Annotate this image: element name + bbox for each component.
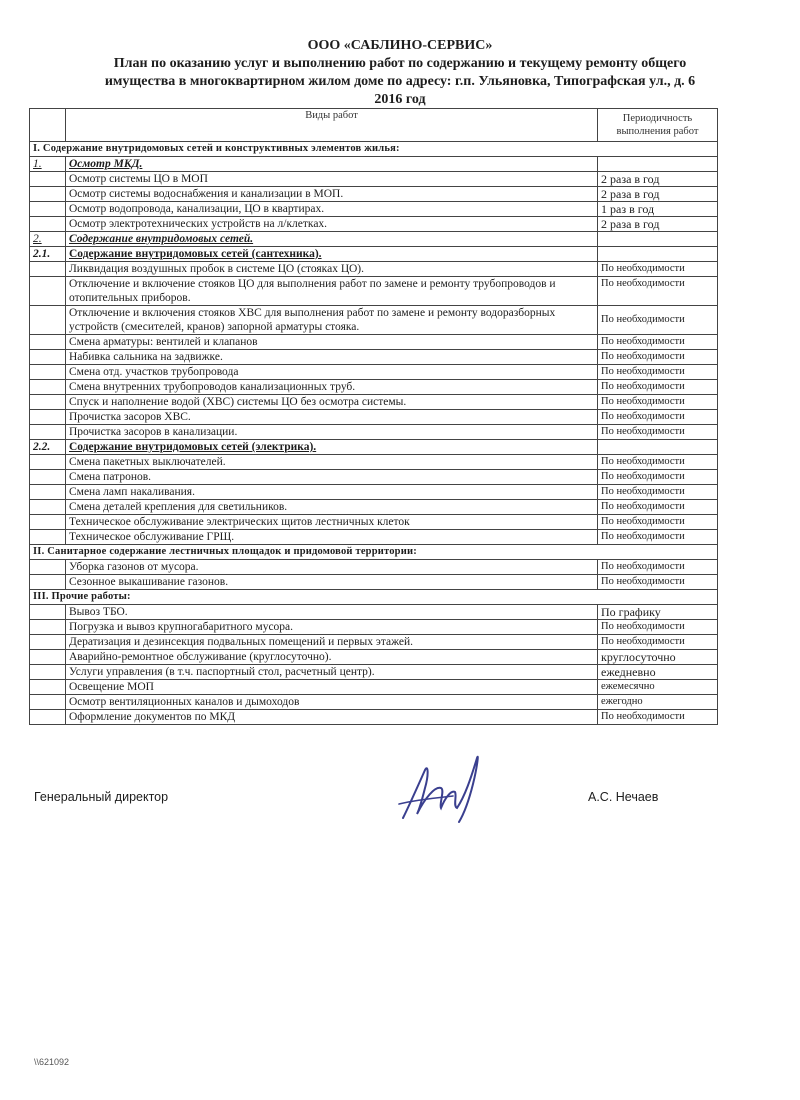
work-type-cell (66, 560, 598, 575)
row-number-cell (30, 515, 66, 530)
table-row (30, 277, 718, 306)
row-number-cell (30, 202, 66, 217)
work-type-cell (66, 515, 598, 530)
work-type-text: Смена деталей крепления для светильников. (69, 501, 288, 513)
work-type-cell (66, 247, 598, 262)
section-row (30, 142, 718, 157)
work-type-cell (66, 440, 598, 455)
header-num-cell (30, 109, 66, 142)
table-row (30, 187, 718, 202)
subsection-row (30, 157, 718, 172)
work-type-text: Осмотр МКД. (69, 158, 143, 170)
work-type-text: Аварийно-ремонтное обслуживание (круглосуточно). (69, 651, 332, 663)
work-type-cell (66, 410, 598, 425)
row-number-cell (30, 262, 66, 277)
work-type-text: Спуск и наполнение водой (ХВС) системы ЦО без осмотра системы. (69, 396, 407, 408)
work-type-text: Смена внутренних трубопроводов канализационных труб. (69, 381, 356, 393)
work-type-text: Техническое обслуживание ГРЩ. (69, 531, 235, 543)
work-type-text: Дератизация и дезинсекция подвальных помещений и первых этажей. (69, 636, 414, 648)
row-number-cell: 2. (30, 232, 66, 247)
work-type-text: Осмотр электротехнических устройств на л/клетках. (69, 218, 328, 230)
periodicity-cell: круглосуточно (598, 650, 718, 665)
table-row (30, 217, 718, 232)
periodicity-cell: По необходимости (598, 365, 718, 380)
table-row (30, 650, 718, 665)
table-row (30, 455, 718, 470)
row-number-cell (30, 277, 66, 306)
section-row (30, 590, 718, 605)
work-type-text: Осмотр системы ЦО в МОП (69, 173, 208, 185)
periodicity-cell: По необходимости (598, 710, 718, 725)
work-type-text: Набивка сальника на задвижке. (69, 351, 223, 363)
periodicity-cell: По необходимости (598, 350, 718, 365)
work-type-text: Прочистка засоров в канализации. (69, 426, 238, 438)
work-type-text: Осмотр системы водоснабжения и канализации в МОП. (69, 188, 344, 200)
table-row (30, 635, 718, 650)
subsection-row (30, 247, 718, 262)
works-plan-table (29, 108, 718, 725)
periodicity-cell: По необходимости (598, 425, 718, 440)
work-type-cell (66, 335, 598, 350)
work-type-text: Содержание внутридомовых сетей. (69, 233, 254, 245)
work-type-cell (66, 202, 598, 217)
signatory-position: Генеральный директор (34, 790, 169, 804)
table-row (30, 665, 718, 680)
row-number-cell (30, 650, 66, 665)
periodicity-cell: По необходимости (598, 395, 718, 410)
periodicity-cell: По необходимости (598, 560, 718, 575)
work-type-text: Смена отд. участков трубопровода (69, 366, 239, 378)
document-title-line-1: План по оказанию услуг и выполнению работ по содержанию и текущему ремонту общего (113, 56, 687, 71)
table-row (30, 560, 718, 575)
work-type-cell (66, 635, 598, 650)
work-type-text: Смена ламп накаливания. (69, 486, 195, 498)
table-row (30, 605, 718, 620)
work-type-cell (66, 380, 598, 395)
work-type-text: Погрузка и вывоз крупногабаритного мусора. (69, 621, 294, 633)
periodicity-cell: По необходимости (598, 500, 718, 515)
row-number-cell (30, 335, 66, 350)
row-number-cell: 2.1. (30, 247, 66, 262)
periodicity-cell: По необходимости (598, 455, 718, 470)
handwritten-signature (395, 748, 505, 828)
row-number-cell (30, 187, 66, 202)
periodicity-cell: ежедневно (598, 665, 718, 680)
signatory-name: А.С. Нечаев (588, 790, 659, 804)
table-row (30, 202, 718, 217)
work-type-cell (66, 172, 598, 187)
periodicity-cell: По необходимости (598, 635, 718, 650)
row-number-cell (30, 530, 66, 545)
work-type-cell (66, 485, 598, 500)
header-period-line-2: выполнения работ (616, 126, 699, 137)
periodicity-cell: По необходимости (598, 380, 718, 395)
work-type-text: Содержание внутридомовых сетей (электрика). (69, 441, 317, 453)
row-number-cell (30, 365, 66, 380)
table-row (30, 485, 718, 500)
work-type-cell (66, 650, 598, 665)
row-number-cell (30, 500, 66, 515)
work-type-cell (66, 470, 598, 485)
work-type-cell (66, 710, 598, 725)
work-type-cell (66, 306, 598, 335)
row-number-cell: 2.2. (30, 440, 66, 455)
work-type-text: Вывоз ТБО. (69, 606, 128, 618)
periodicity-cell: По необходимости (598, 485, 718, 500)
subsection-row (30, 232, 718, 247)
row-number-cell (30, 455, 66, 470)
row-number-cell (30, 695, 66, 710)
row-number-cell (30, 665, 66, 680)
company-name: ООО «САБЛИНО-СЕРВИС» (307, 38, 493, 53)
work-type-cell (66, 350, 598, 365)
document-year: 2016 год (374, 92, 426, 107)
work-type-cell (66, 232, 598, 247)
row-number-cell (30, 217, 66, 232)
work-type-text: Ликвидация воздушных пробок в системе ЦО (стояках ЦО). (69, 263, 364, 275)
periodicity-cell: По необходимости (598, 335, 718, 350)
periodicity-cell: 2 раза в год (598, 187, 718, 202)
table-row (30, 335, 718, 350)
work-type-cell (66, 575, 598, 590)
table-row (30, 530, 718, 545)
periodicity-cell: По необходимости (598, 306, 718, 335)
header-period-line-1: Периодичность (622, 113, 693, 124)
row-number-cell: 1. (30, 157, 66, 172)
row-number-cell (30, 306, 66, 335)
work-type-cell (66, 695, 598, 710)
work-type-text: Осмотр вентиляционных каналов и дымоходов (69, 696, 300, 708)
work-type-cell (66, 365, 598, 380)
work-type-text: Услуги управления (в т.ч. паспортный стол, расчетный центр). (69, 666, 375, 678)
periodicity-cell (598, 247, 718, 262)
table-row (30, 380, 718, 395)
table-row (30, 470, 718, 485)
work-type-cell (66, 277, 598, 306)
row-number-cell (30, 380, 66, 395)
row-number-cell (30, 485, 66, 500)
periodicity-cell: По необходимости (598, 575, 718, 590)
periodicity-cell: 1 раз в год (598, 202, 718, 217)
work-type-cell (66, 395, 598, 410)
table-row (30, 410, 718, 425)
work-type-text: Уборка газонов от мусора. (69, 561, 199, 573)
periodicity-cell (598, 232, 718, 247)
work-type-text: Прочистка засоров ХВС. (69, 411, 191, 423)
row-number-cell (30, 172, 66, 187)
document-number: \\621092 (34, 1057, 70, 1067)
table-row (30, 395, 718, 410)
periodicity-cell: По необходимости (598, 262, 718, 277)
table-row (30, 500, 718, 515)
row-number-cell (30, 575, 66, 590)
work-type-text: Оформление документов по МКД (69, 711, 236, 723)
section-title-cell: III. Прочие работы: (30, 590, 718, 605)
table-row (30, 262, 718, 277)
periodicity-cell: По необходимости (598, 530, 718, 545)
periodicity-cell: По необходимости (598, 620, 718, 635)
table-row (30, 425, 718, 440)
work-type-cell (66, 500, 598, 515)
work-type-cell (66, 530, 598, 545)
row-number-cell (30, 680, 66, 695)
row-number-cell (30, 410, 66, 425)
work-type-cell (66, 217, 598, 232)
work-type-cell (66, 680, 598, 695)
work-type-cell (66, 665, 598, 680)
work-type-cell (66, 605, 598, 620)
table-row (30, 306, 718, 335)
row-number-cell (30, 560, 66, 575)
work-type-text: Отключение и включение стояков ЦО для выполнения работ по замене и ремонту трубопроводов и отопительных приборов. (69, 278, 556, 304)
periodicity-cell (598, 440, 718, 455)
row-number-cell (30, 395, 66, 410)
row-number-cell (30, 710, 66, 725)
work-type-text: Смена пакетных выключателей. (69, 456, 226, 468)
header-works-cell: Виды работ (66, 109, 598, 142)
work-type-text: Освещение МОП (69, 681, 154, 693)
row-number-cell (30, 635, 66, 650)
work-type-text: Отключение и включения стояков ХВС для выполнения работ по замене и ремонту водоразборных устройств (смесителей, кранов) запорной арматуры стояка. (69, 307, 556, 333)
work-type-cell (66, 187, 598, 202)
table-row (30, 710, 718, 725)
table-row (30, 172, 718, 187)
periodicity-cell: По необходимости (598, 470, 718, 485)
table-row (30, 680, 718, 695)
table-row (30, 350, 718, 365)
work-type-text: Техническое обслуживание электрических щитов лестничных клеток (69, 516, 410, 528)
periodicity-cell: ежегодно (598, 695, 718, 710)
row-number-cell (30, 470, 66, 485)
work-type-text: Смена патронов. (69, 471, 152, 483)
work-type-cell (66, 262, 598, 277)
periodicity-cell: По необходимости (598, 515, 718, 530)
work-type-text: Смена арматуры: вентилей и клапанов (69, 336, 258, 348)
work-type-text: Сезонное выкашивание газонов. (69, 576, 229, 588)
table-row (30, 515, 718, 530)
work-type-text: Содержание внутридомовых сетей (сантехника). (69, 248, 322, 260)
periodicity-cell: По необходимости (598, 410, 718, 425)
work-type-cell (66, 157, 598, 172)
row-number-cell (30, 605, 66, 620)
subsection-row (30, 440, 718, 455)
section-row (30, 545, 718, 560)
row-number-cell (30, 350, 66, 365)
work-type-cell (66, 455, 598, 470)
section-title-cell: II. Санитарное содержание лестничных площадок и придомовой территории: (30, 545, 718, 560)
periodicity-cell: ежемесячно (598, 680, 718, 695)
table-row (30, 620, 718, 635)
header-period-cell (598, 109, 718, 142)
table-row (30, 365, 718, 380)
work-type-cell (66, 425, 598, 440)
periodicity-cell: По графику (598, 605, 718, 620)
table-header-row (30, 109, 718, 142)
row-number-cell (30, 425, 66, 440)
document-title-line-2: имущества в многоквартирном жилом доме по адресу: г.п. Ульяновка, Типографская ул., д. 6 (104, 74, 696, 89)
work-type-text: Осмотр водопровода, канализации, ЦО в квартирах. (69, 203, 325, 215)
periodicity-cell (598, 157, 718, 172)
section-title-cell: I. Содержание внутридомовых сетей и конструктивных элементов жилья: (30, 142, 718, 157)
work-type-cell (66, 620, 598, 635)
periodicity-cell: 2 раза в год (598, 172, 718, 187)
table-row (30, 575, 718, 590)
periodicity-cell: По необходимости (598, 277, 718, 306)
table-row (30, 695, 718, 710)
periodicity-cell: 2 раза в год (598, 217, 718, 232)
row-number-cell (30, 620, 66, 635)
